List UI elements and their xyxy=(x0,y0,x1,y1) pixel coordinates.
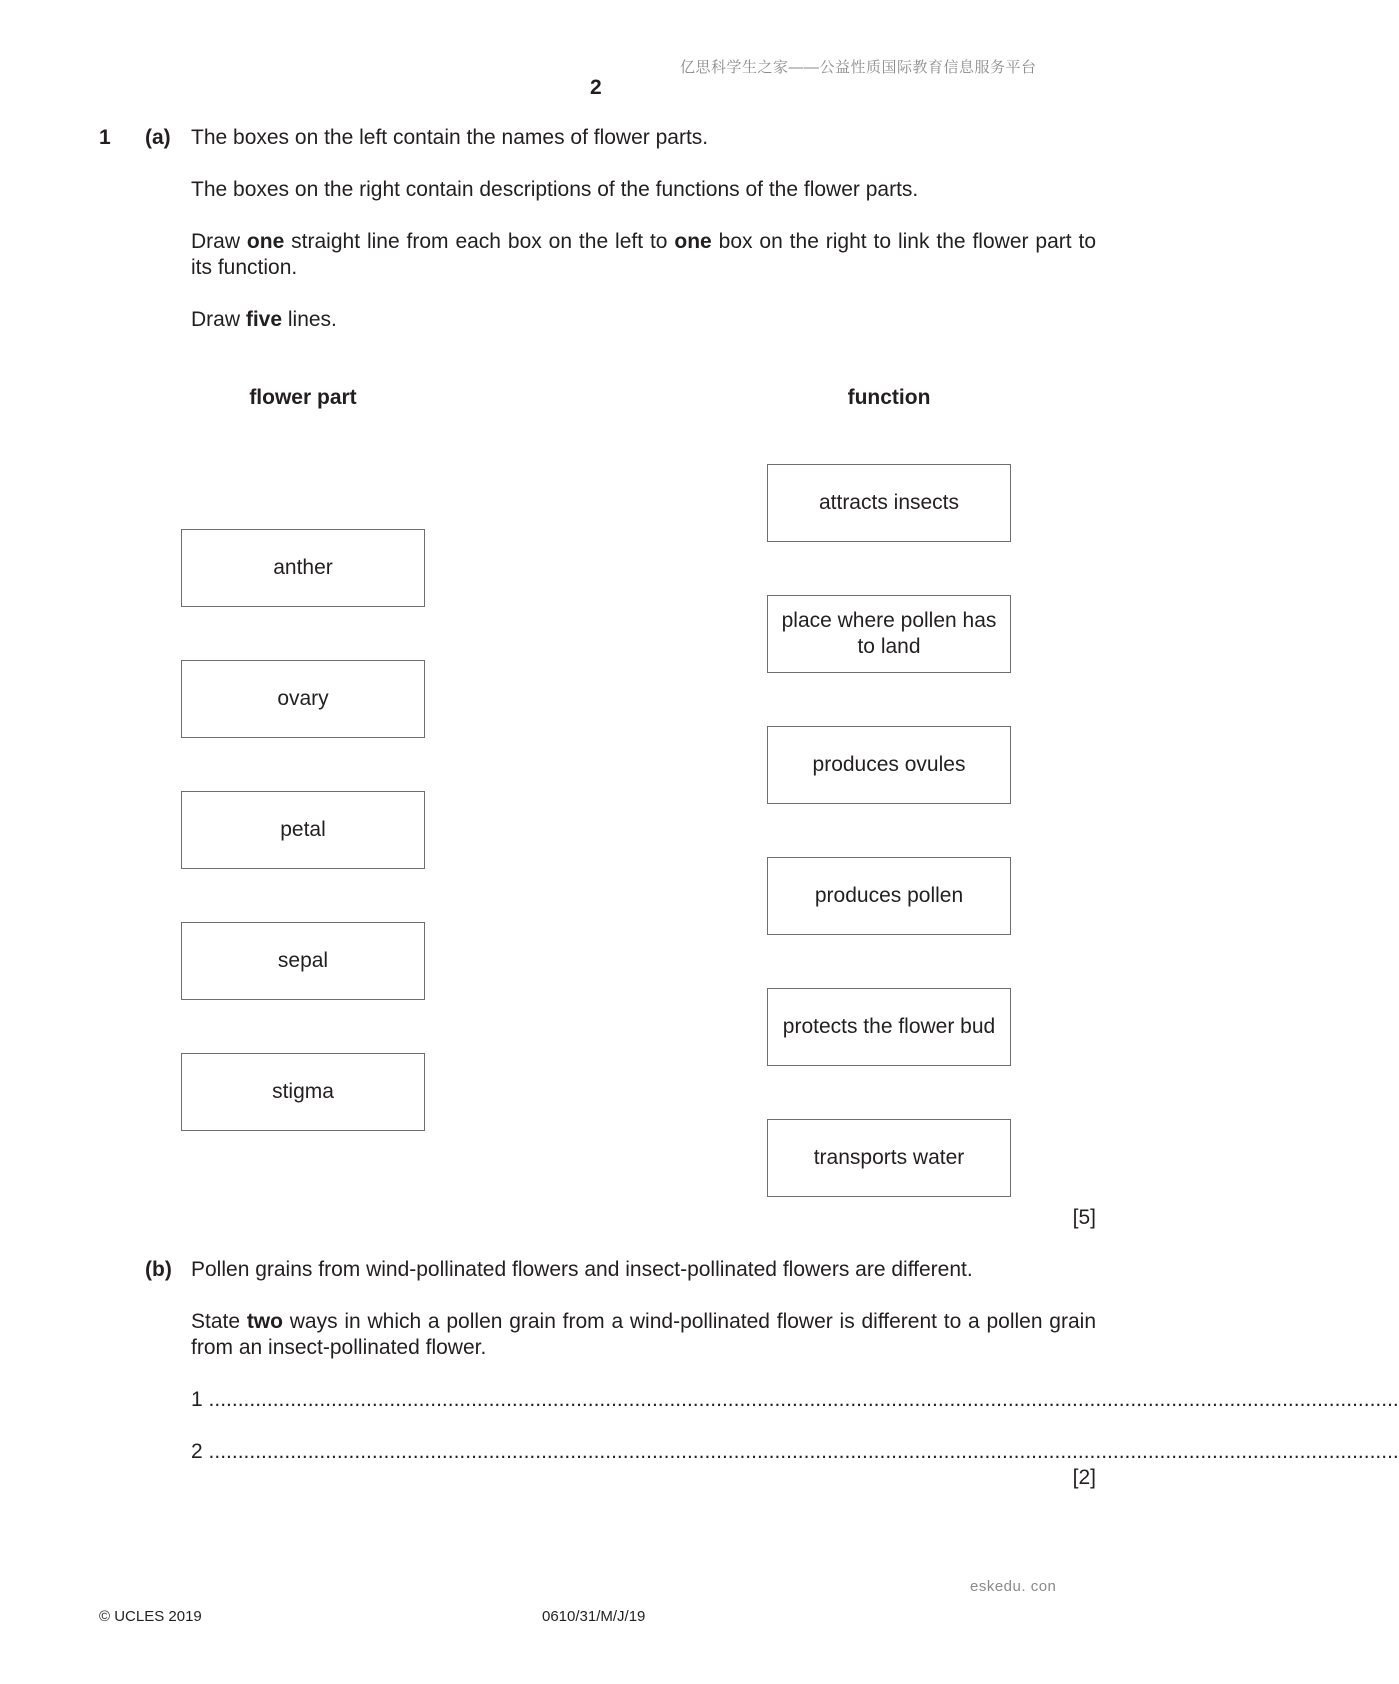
page-number: 2 xyxy=(590,76,602,99)
part-b-instruction: State two ways in which a pollen grain from a wind-pollinated flower is different to a pollen grain from an insect-pollinated flower. xyxy=(191,1310,1096,1359)
part-a-line2: The boxes on the right contain descriptions of the functions of the flower parts. xyxy=(191,178,919,201)
flower-part-heading: flower part xyxy=(249,386,357,409)
function-box-transports-water[interactable]: transports water xyxy=(767,1119,1011,1197)
part-a-instruction: Draw one straight line from each box on the left to one box on the right to link the flower part to its function. xyxy=(191,230,1097,279)
flower-part-box-sepal[interactable]: sepal xyxy=(181,922,425,1000)
function-box-attracts-insects[interactable]: attracts insects xyxy=(767,464,1011,542)
function-box-protects-bud[interactable]: protects the flower bud xyxy=(767,988,1011,1066)
flower-part-box-petal[interactable]: petal xyxy=(181,791,425,869)
function-heading: function xyxy=(847,386,931,409)
function-box-produces-ovules[interactable]: produces ovules xyxy=(767,726,1011,804)
function-box-produces-pollen[interactable]: produces pollen xyxy=(767,857,1011,935)
function-box-pollen-land[interactable]: place where pollen has to land xyxy=(767,595,1011,673)
part-a-label: (a) xyxy=(145,126,171,149)
flower-part-box-anther[interactable]: anther xyxy=(181,529,425,607)
copyright: © UCLES 2019 xyxy=(99,1608,202,1625)
watermark-top: 亿思科学生之家——公益性质国际教育信息服务平台 xyxy=(680,59,1037,76)
part-b-label: (b) xyxy=(145,1258,172,1281)
question-number: 1 xyxy=(99,126,111,149)
watermark-bottom: eskedu. con xyxy=(970,1578,1057,1595)
answer-line-2[interactable]: 2 ............................................................................................................................................................................................................ xyxy=(191,1440,1399,1463)
answer-line-1[interactable]: 1 ............................................................................................................................................................................................................ xyxy=(191,1388,1399,1411)
flower-part-box-ovary[interactable]: ovary xyxy=(181,660,425,738)
part-b-line1: Pollen grains from wind-pollinated flowers and insect-pollinated flowers are different. xyxy=(191,1258,973,1281)
part-b-marks: [2] xyxy=(1072,1466,1096,1489)
paper-code: 0610/31/M/J/19 xyxy=(542,1608,646,1625)
flower-part-box-stigma[interactable]: stigma xyxy=(181,1053,425,1131)
part-a-line1: The boxes on the left contain the names of flower parts. xyxy=(191,126,709,149)
part-a-marks: [5] xyxy=(1072,1206,1096,1229)
draw-five-lines: Draw five lines. xyxy=(191,308,337,331)
